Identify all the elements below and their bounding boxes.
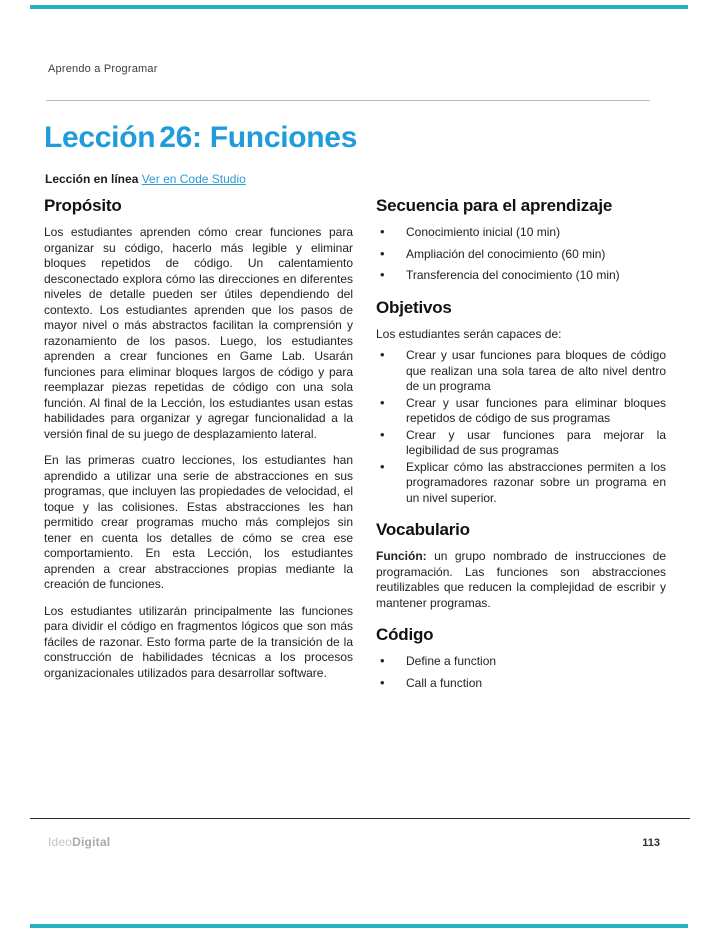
footer-logo [48, 835, 110, 849]
page-title [44, 121, 357, 155]
list-item-text: Crear y usar funciones para bloques de código que realizan una sola tarea de alto nivel dentro de un programa [406, 348, 666, 393]
top-accent-rule [30, 5, 688, 9]
section-heading-proposito: Propósito [44, 196, 122, 215]
list-item [376, 348, 666, 395]
bottom-accent-rule [30, 924, 688, 928]
content-columns [44, 196, 666, 697]
section-heading-vocabulario: Vocabulario [376, 520, 470, 539]
bullet-icon: • [380, 674, 385, 690]
list-item-text: Transferencia del conocimiento (10 min) [406, 268, 620, 282]
footer-logo-ideo: Ideo [48, 835, 73, 849]
bullet-icon: • [380, 653, 385, 668]
header-divider [46, 100, 650, 101]
list-item [376, 225, 666, 241]
vocabulario-definition [376, 549, 666, 611]
bullet-icon: • [380, 267, 385, 282]
list-item [376, 396, 666, 427]
codigo-list [376, 654, 666, 691]
page-title-lesson: Lección [44, 121, 156, 154]
list-item [376, 460, 666, 507]
secuencia-list [376, 225, 666, 284]
bullet-icon: • [380, 394, 385, 410]
running-header: Aprendo a Programar [48, 63, 158, 75]
proposito-paragraph: En las primeras cuatro lecciones, los estudiantes han aprendido a utilizar una serie de abstracciones en sus programas, que incluyen las propiedades de velocidad, el toque y las colisiones. Estas abstracciones les han permitido crear programas mucho más complejos sin tener en cuenta los detalles de cómo se crea ese comportamiento. En esta Lección, los estudiantes aprenden a crear abstracciones propias mediante la creación de funciones. [44, 453, 353, 591]
list-item [376, 428, 666, 459]
vocab-definition-text: un grupo nombrado de instrucciones de programación. Las funciones son abstracciones reutilizables que reducen la complejidad de escribir y mantener programas. [376, 549, 666, 610]
page-title-number: 26: Funciones [159, 121, 358, 154]
section-heading-secuencia: Secuencia para el aprendizaje [376, 196, 613, 215]
footer-logo-digital: Digital [72, 835, 111, 849]
bullet-icon: • [380, 245, 385, 261]
left-column [44, 196, 353, 697]
list-item [376, 654, 666, 670]
list-item [376, 676, 666, 692]
proposito-paragraph: Los estudiantes utilizarán principalmente las funciones para dividir el código en fragmentos lógicos que son más fáciles de razonar. Esto forma parte de la transición de la construcción de habilidades técnicas a los procesos organizacionales utilizados para desarrollar software. [44, 603, 353, 680]
objetivos-list [376, 348, 666, 506]
list-item-text: Explicar cómo las abstracciones permiten a los programadores razonar sobre un programa en un nivel superior. [406, 459, 666, 505]
page-number: 113 [642, 837, 660, 849]
bullet-icon: • [380, 347, 385, 362]
list-item-text: Crear y usar funciones para eliminar bloques repetidos de código de sus programas [406, 395, 666, 425]
list-item-text: Conocimiento inicial (10 min) [406, 225, 561, 239]
proposito-paragraph: Los estudiantes aprenden cómo crear funciones para organizar su código, hacerlo más legible y eliminar bloques repetidos de código. Un calentamiento desconectado explora cómo las direcciones en diferentes niveles de detalle pueden ser útiles dependiendo del contexto. Los estudiantes aprenden que los pasos de mayor nivel o más abstractos facilitan la comprensión y razonamiento de los pasos. Luego, los estudiantes aprenden a crear funciones en Game Lab. Usarán funciones para eliminar bloques largos de código y para reemplazar piezas repetidas de código con una sola función. Al final de la Lección, los estudiantes usan estas habilidades para organizar y agregar funcionalidad a la versión final de su juego de desplazamiento lateral. [44, 225, 353, 441]
bullet-icon: • [380, 458, 385, 474]
lesson-online-line [45, 172, 246, 186]
vocab-term: Función: [376, 549, 427, 563]
list-item [376, 247, 666, 263]
bullet-icon: • [380, 426, 385, 442]
list-item-text: Ampliación del conocimiento (60 min) [406, 246, 606, 261]
footer-divider [30, 818, 690, 819]
list-item-text: Define a function [406, 654, 497, 668]
list-item-text: Crear y usar funciones para mejorar la legibilidad de sus programas [406, 427, 666, 457]
section-heading-objetivos: Objetivos [376, 297, 452, 317]
bullet-icon: • [380, 224, 385, 239]
code-studio-link[interactable]: Ver en Code Studio [141, 172, 246, 186]
list-item [376, 268, 666, 284]
right-column [376, 196, 666, 697]
objetivos-intro: Los estudiantes serán capaces de: [376, 326, 562, 341]
section-heading-codigo: Código [376, 625, 434, 644]
list-item-text: Call a function [406, 675, 483, 690]
lesson-online-label: Lección en línea [45, 172, 139, 186]
